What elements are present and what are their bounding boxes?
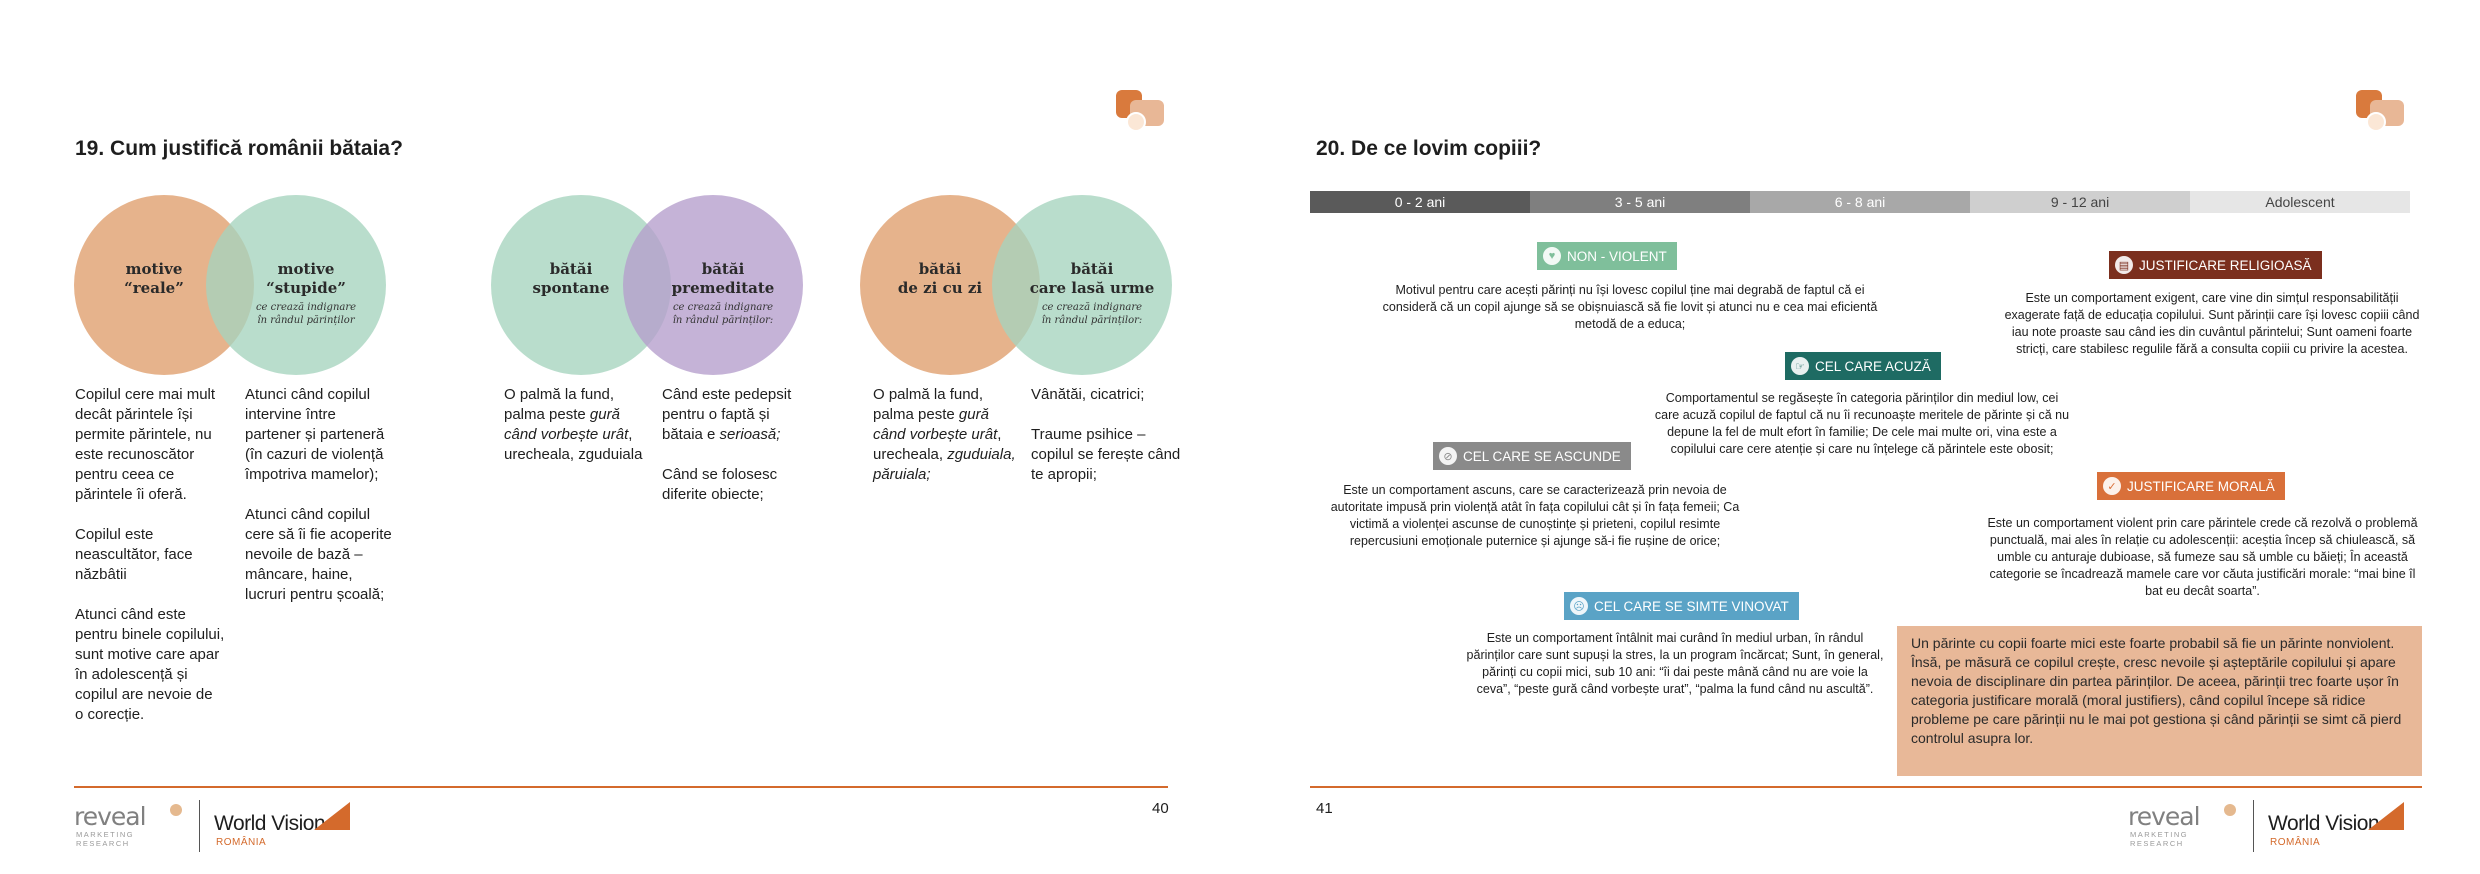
world-vision-logo: World Vision: [214, 812, 326, 835]
venn-sub-stupide: ce crează indignare în rândul părinților: [255, 302, 357, 326]
timeline-segment: 0 - 2 ani: [1310, 191, 1530, 213]
sad-face-icon: ☹: [1570, 597, 1588, 615]
footer-rule: [1310, 786, 2422, 788]
spontane-text: [504, 385, 654, 465]
tag-justificare-religioasa: ▤ JUSTIFICARE RELIGIOASĂ: [2109, 251, 2322, 279]
text-paragraph: Traume psihice – copilul se ferește când te apropii;: [1031, 426, 1181, 483]
eye-slash-icon: ⊘: [1439, 447, 1457, 465]
thumbs-up-icon: ✓: [2103, 477, 2121, 495]
reveal-sub: MARKETING RESEARCH: [76, 830, 135, 848]
tag-cel-care-acuza: ☞ CEL CARE ACUZĂ: [1785, 352, 1941, 380]
logo-divider: [199, 800, 200, 852]
footer-logos: [74, 800, 364, 852]
venn-label-zi-cu-zi: bătăi de zi cu zi: [897, 260, 983, 297]
reveal-logo: reveal: [2128, 802, 2200, 831]
tag-cel-care-se-simte-vinovat: ☹ CEL CARE SE SIMTE VINOVAT: [1564, 592, 1799, 620]
desc-non-violent: Motivul pentru care acești părinți nu își lovesc copilul ține mai degrabă de faptul că ei consideră că un copil ajunge să se obișnuiască să fie lovit și atunci nu e cea mai eficientă metodă de a educa;: [1382, 283, 1878, 331]
tag-cel-care-se-ascunde: ⊘ CEL CARE SE ASCUNDE: [1433, 442, 1631, 470]
desc-cel-care-se-ascunde: Este un comportament ascuns, care se caracterizează prin nevoia de autoritate impusă prin violență atât în fața copilului cât și în fața femeii; Ca victimă a violenței ascunse de cunoștințe și prieteni, copilul resimte repercusiuni emoționale puternice și ajunge să-i fie rușine de orice;: [1330, 483, 1740, 548]
venn-diagram-spontane: [491, 195, 803, 375]
age-timeline: [1310, 191, 2410, 213]
right-page: [1240, 0, 2480, 874]
reveal-logo: reveal: [74, 802, 146, 831]
pointing-hand-icon: ☞: [1791, 357, 1809, 375]
timeline-segment: 9 - 12 ani: [1970, 191, 2190, 213]
callout-box: Un părinte cu copii foarte mici este foarte probabil să fie un părinte nonviolent. Însă, pe măsură ce copilul crește, cresc nevoile și așteptările copilului și apare nevoia de disciplinare din partea părinților. De aceea, părinții trec foarte ușor în categoria justificare morală (moral justifiers), când copilul începe să ridice probleme pe care părinții nu le mai pot gestiona și când părinții se simt că pierd controlul asupra lor.: [1897, 626, 2422, 776]
footer-rule: [74, 786, 1168, 788]
text-paragraph: Copilul cere mai mult decât părintele își permite părintele, nu este recunoscător pentru ceea ce părintele îi oferă.: [75, 386, 216, 503]
book-icon: ▤: [2115, 256, 2133, 274]
text-paragraph: Când se folosesc diferite obiecte;: [662, 466, 778, 503]
world-vision-sub: ROMÂNIA: [216, 837, 267, 848]
tag-justificare-morala: ✓ JUSTIFICARE MORALĂ: [2097, 472, 2285, 500]
desc-justificare-religioasa: Este un comportament exigent, care vine din simțul responsabilității exagerate față de educația copilului. Sunt părinții care își lovesc copiii când iau note proaste sau când ies din cuvântul părintelui; Sunt oameni foarte stricți, care stabilesc regulile fără a consulta copiii cu privire la acestea.: [2004, 291, 2420, 356]
tag-non-violent: ♥ NON - VIOLENT: [1537, 242, 1677, 270]
reveal-sub: MARKETING RESEARCH: [2130, 830, 2189, 848]
page-number: 41: [1316, 800, 1333, 817]
timeline-segment: Adolescent: [2190, 191, 2410, 213]
world-vision-sub: ROMÂNIA: [2270, 837, 2321, 848]
venn-label-spontane: bătăi spontane: [532, 260, 610, 297]
reveal-dot-icon: [170, 804, 182, 816]
desc-justificare-morala: Este un comportament violent prin care părintele crede că rezolvă o problemă punctuală, mai ales în relație cu adolescenții: aceștia încep să chiulească, să umble cu anturaje dubioase, să fumeze sau să umble cu băieți; În această categorie se încadrează mamele care vor căuta justificări morale: “mai bine îl bat eu decât soarta”.: [1987, 516, 2418, 598]
page-heading: 20. De ce lovim copiii?: [1316, 137, 1542, 160]
text-paragraph: Atunci când copilul intervine între partener și parteneră (în cazuri de violență împotriva mamelor);: [245, 386, 385, 483]
heart-icon: ♥: [1543, 247, 1561, 265]
motive-reale-text: [75, 385, 225, 725]
timeline-segment: 6 - 8 ani: [1750, 191, 1970, 213]
text-paragraph: Când este pedepsit pentru o faptă și bătaia e serioasă;: [662, 386, 792, 443]
text-paragraph: Copilul este neascultător, face năzbâtii: [75, 526, 193, 583]
desc-cel-care-se-simte-vinovat: Este un comportament întâlnit mai curând în mediul urban, în rândul părinților care sunt supuși la stres, la un program încărcat; Sunt, în general, părinți cu copii mici, sub 10 ani: “îi dai peste mână când nu are voie la ceva”, “peste gură când vorbește urat”, “palma la fund când nu ascultă”.: [1466, 631, 1884, 696]
venn-sub-urme: ce crează indignare în rândul părinților:: [1041, 302, 1143, 326]
venn-label-premeditate: bătăi premeditate: [671, 260, 775, 297]
text-paragraph: O palmă la fund, palma peste gură când vorbește urât, urecheala, zguduiala: [504, 386, 643, 463]
text-paragraph: Atunci când este pentru binele copilului, sunt motive care apar în adolescență și copilul are nevoie de o corecție.: [75, 606, 225, 723]
world-vision-logo: World Vision: [2268, 812, 2380, 835]
footer-logos: [2128, 800, 2418, 852]
zi-cu-zi-text: [873, 385, 1023, 485]
speech-bubbles-icon: [2352, 88, 2412, 136]
page-heading: 19. Cum justifică românii bătaia?: [75, 137, 403, 160]
venn-label-stupide: motive “stupide”: [266, 260, 346, 297]
premeditate-text: [662, 385, 802, 505]
desc-cel-care-acuza: Comportamentul se regăsește în categoria părinților din mediul low, cei care acuză copilul de faptul că nu îi recunoaște meritele de părinte și că nu depune la fel de mult efort în familie; De cele mai multe ori, vina este a copilului care cere atenție și care nu înțelege că părintele este obosit;: [1654, 391, 2070, 456]
venn-label-reale: motive “reale”: [124, 260, 184, 297]
motive-stupide-text: [245, 385, 395, 605]
page-number: 40: [1152, 800, 1169, 817]
venn-diagram-motive: [74, 195, 386, 375]
timeline-segment: 3 - 5 ani: [1530, 191, 1750, 213]
urme-text: [1031, 385, 1181, 485]
reveal-dot-icon: [2224, 804, 2236, 816]
venn-diagram-zi-cu-zi: [860, 195, 1172, 375]
text-paragraph: O palmă la fund, palma peste gură când vorbește urât, urecheala, zguduiala, păruiala;: [873, 386, 1016, 483]
logo-divider: [2253, 800, 2254, 852]
venn-label-urme: bătăi care lasă urme: [1029, 260, 1155, 297]
venn-sub-premeditate: ce crează indignare în rândul părinților:: [672, 302, 774, 326]
text-paragraph: Vânătăi, cicatrici;: [1031, 386, 1145, 403]
speech-bubbles-icon: [1112, 88, 1172, 136]
text-paragraph: Atunci când copilul cere să îi fie acoperite nevoile de bază – mâncare, haine, lucruri pentru școală;: [245, 506, 392, 603]
